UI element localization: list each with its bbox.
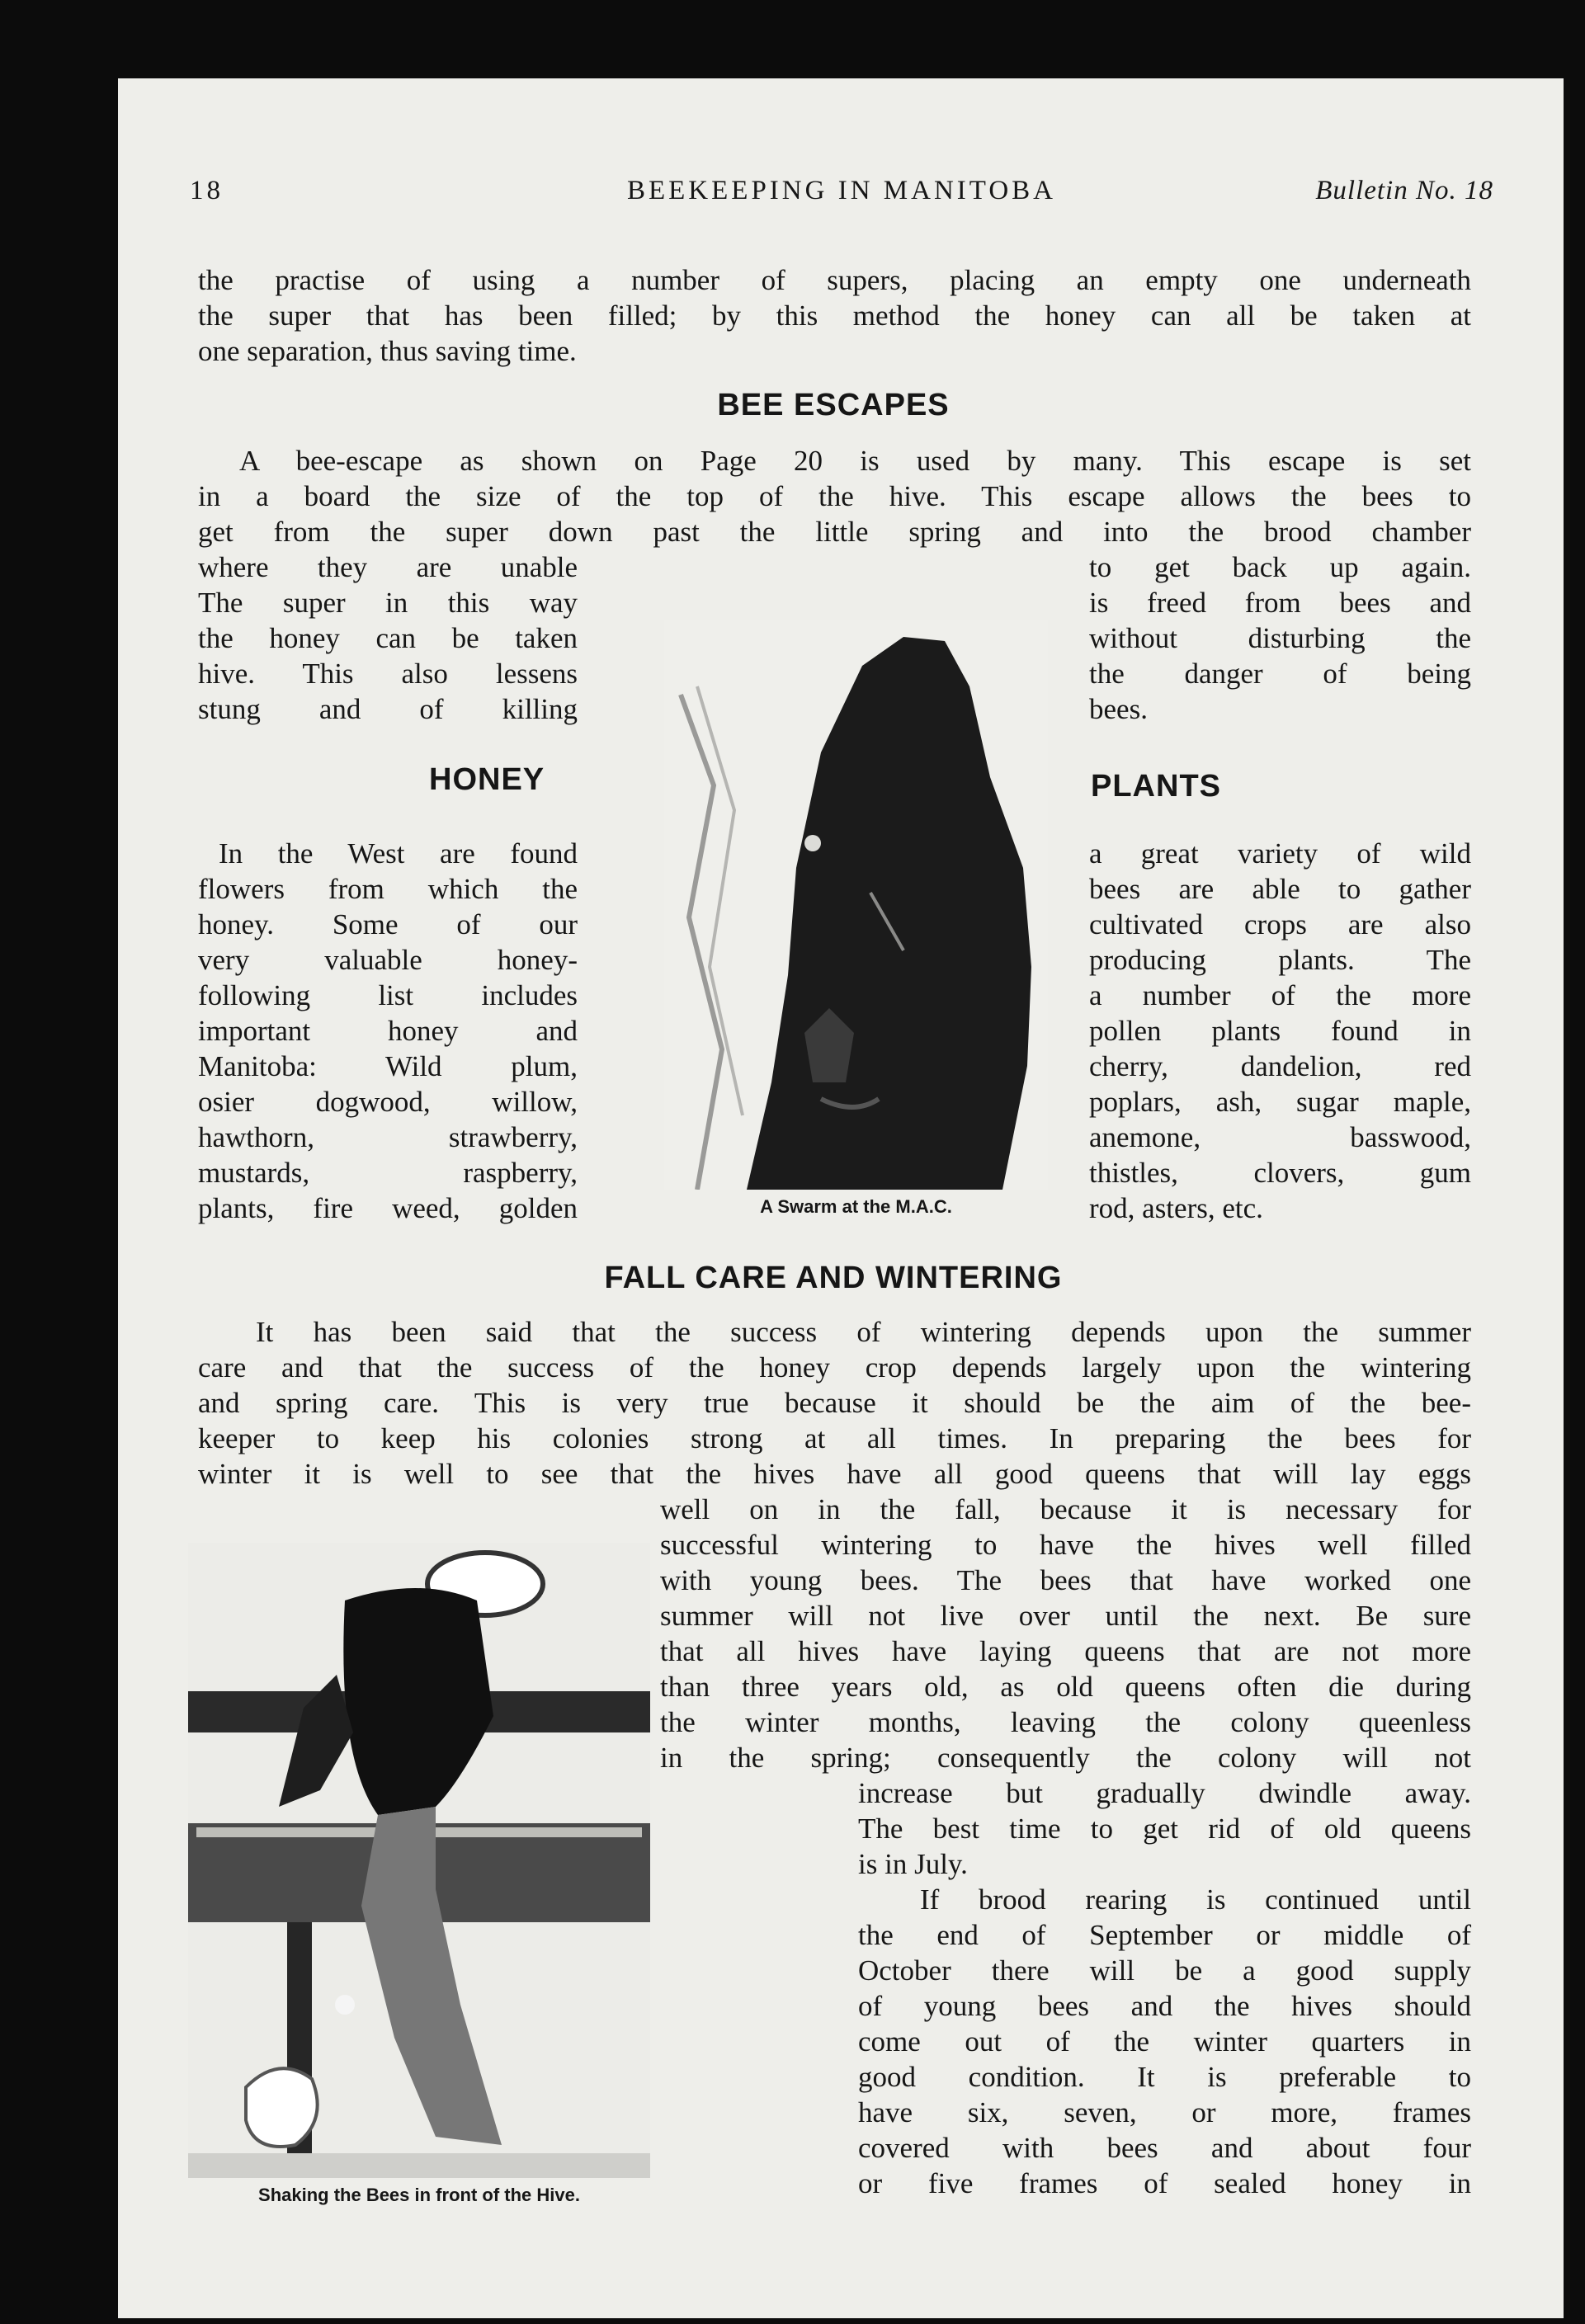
text-line: rod, asters, etc. <box>1089 1192 1263 1224</box>
bee-escapes-right-column <box>1089 549 1471 727</box>
text-line: following list includes <box>198 979 578 1011</box>
text-line: with young bees. The bees that have worked one <box>660 1564 1471 1596</box>
text-line: plants, fire weed, golden <box>198 1192 578 1224</box>
text-line: is in July. <box>858 1848 968 1880</box>
text-line: very valuable honey- <box>198 944 578 976</box>
fall-care-narrow-column <box>858 1775 1471 2201</box>
text-line: In the West are found <box>219 837 578 870</box>
text-line: cultivated crops are also <box>1089 908 1471 940</box>
bee-escapes-left-column <box>198 549 578 727</box>
text-line: in the spring; consequently the colony will not <box>660 1742 1471 1774</box>
plants-heading: PLANTS <box>1091 769 1221 804</box>
text-line: winter it is well to see that the hives have all good queens that will lay eggs <box>198 1458 1471 1490</box>
text-line: bees. <box>1089 693 1148 725</box>
text-line: where they are unable <box>198 551 578 583</box>
shaking-caption: Shaking the Bees in front of the Hive. <box>258 2185 580 2205</box>
text-line: cherry, dandelion, red <box>1089 1050 1471 1082</box>
text-line: or five frames of sealed honey in <box>858 2167 1471 2199</box>
swarm-caption: A Swarm at the M.A.C. <box>760 1196 952 1217</box>
shaking-illustration <box>188 1543 650 2178</box>
text-line: without disturbing the <box>1089 622 1471 654</box>
text-line: poplars, ash, sugar maple, <box>1089 1086 1471 1118</box>
text-line: a number of the more <box>1089 979 1471 1011</box>
bee-escapes-heading: BEE ESCAPES <box>717 388 950 422</box>
text-line: covered with bees and about four <box>858 2132 1471 2164</box>
shaking-photo <box>188 1543 650 2178</box>
text-line: of young bees and the hives should <box>858 1990 1471 2022</box>
text-line: flowers from which the <box>198 873 578 905</box>
text-line: The super in this way <box>198 587 578 619</box>
text-line: The best time to get rid of old queens <box>858 1813 1471 1845</box>
text-line: summer will not live over until the next. Be sure <box>660 1600 1471 1632</box>
text-line: get from the super down past the little spring and into the brood chamber <box>198 516 1471 548</box>
honey-left-column <box>198 836 578 1226</box>
text-line: a great variety of wild <box>1089 837 1471 870</box>
text-line: well on in the fall, because it is necessary for <box>660 1493 1471 1525</box>
text-line: stung and of killing <box>198 693 578 725</box>
text-line: honey. Some of our <box>198 908 578 940</box>
text-line: come out of the winter quarters in <box>858 2025 1471 2058</box>
fall-care-heading: FALL CARE AND WINTERING <box>604 1261 1063 1295</box>
text-line: hawthorn, strawberry, <box>198 1121 578 1153</box>
text-line: thistles, clovers, gum <box>1089 1157 1471 1189</box>
text-line: If brood rearing is continued until <box>920 1883 1471 1916</box>
text-line: have six, seven, or more, frames <box>858 2096 1471 2128</box>
text-line: anemone, basswood, <box>1089 1121 1471 1153</box>
bee-escapes-paragraph <box>198 443 1471 549</box>
text-line: in a board the size of the top of the hive. This escape allows the bees to <box>198 480 1471 512</box>
swarm-photo <box>664 620 1048 1190</box>
text-line: It has been said that the success of wintering depends upon the summer <box>256 1316 1471 1348</box>
text-line: October there will be a good supply <box>858 1954 1471 1987</box>
text-line: producing plants. The <box>1089 944 1471 976</box>
text-line: one separation, thus saving time. <box>198 335 577 367</box>
text-line: to get back up again. <box>1089 551 1471 583</box>
text-line: the danger of being <box>1089 658 1471 690</box>
text-line: the honey can be taken <box>198 622 578 654</box>
fall-care-paragraph <box>198 1314 1471 1492</box>
honey-heading: HONEY <box>429 762 545 797</box>
text-line: important honey and <box>198 1015 578 1047</box>
text-line: A bee-escape as shown on Page 20 is used by many. This escape is set <box>239 445 1471 477</box>
page-number: 18 <box>190 176 224 205</box>
text-line: good condition. It is preferable to <box>858 2061 1471 2093</box>
text-line: Manitoba: Wild plum, <box>198 1050 578 1082</box>
text-line: and spring care. This is very true because it should be the aim of the bee- <box>198 1387 1471 1419</box>
intro-paragraph <box>198 262 1471 369</box>
text-line: mustards, raspberry, <box>198 1157 578 1189</box>
text-line: keeper to keep his colonies strong at all times. In preparing the bees for <box>198 1422 1471 1454</box>
fall-care-middle-column <box>660 1492 1471 1775</box>
plants-right-column <box>1089 836 1471 1226</box>
text-line: osier dogwood, willow, <box>198 1086 578 1118</box>
text-line: than three years old, as old queens often die during <box>660 1671 1471 1703</box>
text-line: successful wintering to have the hives well filled <box>660 1529 1471 1561</box>
text-line: bees are able to gather <box>1089 873 1471 905</box>
text-line: the super that has been filled; by this method the honey can all be taken at <box>198 299 1471 332</box>
text-line: is freed from bees and <box>1089 587 1471 619</box>
text-line: hive. This also lessens <box>198 658 578 690</box>
text-line: pollen plants found in <box>1089 1015 1471 1047</box>
running-header <box>190 176 1493 209</box>
bulletin-number: Bulletin No. 18 <box>1315 176 1493 205</box>
text-line: that all hives have laying queens that are not more <box>660 1635 1471 1667</box>
text-line: increase but gradually dwindle away. <box>858 1777 1471 1809</box>
swarm-illustration <box>664 620 1048 1190</box>
text-line: the practise of using a number of supers, placing an empty one underneath <box>198 264 1471 296</box>
text-line: the end of September or middle of <box>858 1919 1471 1951</box>
text-line: care and that the success of the honey crop depends largely upon the wintering <box>198 1351 1471 1384</box>
running-title: BEEKEEPING IN MANITOBA <box>626 176 1057 205</box>
text-line: the winter months, leaving the colony queenless <box>660 1706 1471 1738</box>
